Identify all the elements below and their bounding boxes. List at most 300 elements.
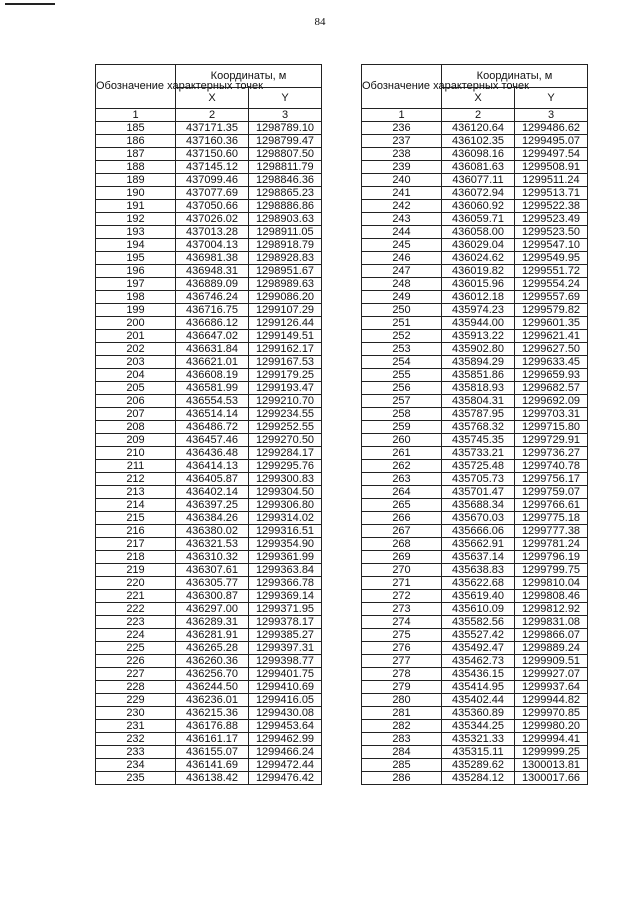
point-id-cell: 238	[362, 148, 442, 161]
point-id-cell: 250	[362, 304, 442, 317]
x-coordinate-cell: 436581.99	[176, 382, 249, 395]
table-row	[96, 759, 322, 772]
table-row	[362, 161, 588, 174]
x-coordinate-cell: 436024.62	[442, 252, 515, 265]
x-coordinate-cell: 436155.07	[176, 746, 249, 759]
x-coordinate-cell: 436514.14	[176, 408, 249, 421]
y-coordinate-cell: 1299401.75	[249, 668, 322, 681]
header-coordinates: Координаты, м	[176, 65, 322, 88]
table-row	[362, 642, 588, 655]
point-id-cell: 267	[362, 525, 442, 538]
table-row	[362, 616, 588, 629]
table-row	[96, 681, 322, 694]
y-coordinate-cell: 1299621.41	[515, 330, 588, 343]
table-row	[96, 577, 322, 590]
top-rule	[5, 3, 55, 5]
y-coordinate-cell: 1300013.81	[515, 759, 588, 772]
table-row	[362, 551, 588, 564]
point-id-cell: 214	[96, 499, 176, 512]
x-coordinate-cell: 436015.96	[442, 278, 515, 291]
x-coordinate-cell: 436948.31	[176, 265, 249, 278]
x-coordinate-cell: 437150.60	[176, 148, 249, 161]
table-row	[362, 278, 588, 291]
x-coordinate-cell: 435733.21	[442, 447, 515, 460]
point-id-cell: 213	[96, 486, 176, 499]
table-row	[362, 369, 588, 382]
table-row	[96, 642, 322, 655]
x-coordinate-cell: 436081.63	[442, 161, 515, 174]
x-coordinate-cell: 436486.72	[176, 421, 249, 434]
header-col-2: 2	[176, 109, 249, 122]
y-coordinate-cell: 1298918.79	[249, 239, 322, 252]
x-coordinate-cell: 436256.70	[176, 668, 249, 681]
y-coordinate-cell: 1298846.36	[249, 174, 322, 187]
x-coordinate-cell: 435902.80	[442, 343, 515, 356]
point-id-cell: 258	[362, 408, 442, 421]
point-id-cell: 228	[96, 681, 176, 694]
x-coordinate-cell: 436281.91	[176, 629, 249, 642]
point-id-cell: 199	[96, 304, 176, 317]
table-row	[362, 707, 588, 720]
y-coordinate-cell: 1299866.07	[515, 629, 588, 642]
x-coordinate-cell: 435360.89	[442, 707, 515, 720]
y-coordinate-cell: 1299551.72	[515, 265, 588, 278]
point-id-cell: 239	[362, 161, 442, 174]
point-id-cell: 216	[96, 525, 176, 538]
point-id-cell: 252	[362, 330, 442, 343]
point-id-cell: 274	[362, 616, 442, 629]
x-coordinate-cell: 437160.36	[176, 135, 249, 148]
table-row	[96, 187, 322, 200]
table-row	[362, 395, 588, 408]
x-coordinate-cell: 436161.17	[176, 733, 249, 746]
y-coordinate-cell: 1299270.50	[249, 434, 322, 447]
y-coordinate-cell: 1299397.31	[249, 642, 322, 655]
table-row	[96, 720, 322, 733]
y-coordinate-cell: 1299513.71	[515, 187, 588, 200]
y-coordinate-cell: 1299777.38	[515, 525, 588, 538]
point-id-cell: 242	[362, 200, 442, 213]
table-row	[96, 512, 322, 525]
y-coordinate-cell: 1299554.24	[515, 278, 588, 291]
x-coordinate-cell: 435818.93	[442, 382, 515, 395]
x-coordinate-cell: 435284.12	[442, 772, 515, 785]
y-coordinate-cell: 1299799.75	[515, 564, 588, 577]
x-coordinate-cell: 435688.34	[442, 499, 515, 512]
y-coordinate-cell: 1299179.25	[249, 369, 322, 382]
y-coordinate-cell: 1299601.35	[515, 317, 588, 330]
table-row	[96, 213, 322, 226]
x-coordinate-cell: 435527.42	[442, 629, 515, 642]
table-row	[362, 590, 588, 603]
y-coordinate-cell: 1299796.19	[515, 551, 588, 564]
y-coordinate-cell: 1299453.64	[249, 720, 322, 733]
y-coordinate-cell: 1299937.64	[515, 681, 588, 694]
y-coordinate-cell: 1298951.67	[249, 265, 322, 278]
x-coordinate-cell: 435289.62	[442, 759, 515, 772]
point-id-cell: 222	[96, 603, 176, 616]
x-coordinate-cell: 435315.11	[442, 746, 515, 759]
point-id-cell: 263	[362, 473, 442, 486]
y-coordinate-cell: 1299252.55	[249, 421, 322, 434]
table-row	[96, 382, 322, 395]
table-row	[362, 681, 588, 694]
y-coordinate-cell: 1299756.17	[515, 473, 588, 486]
y-coordinate-cell: 1299759.07	[515, 486, 588, 499]
header-col-3: 3	[515, 109, 588, 122]
y-coordinate-cell: 1300017.66	[515, 772, 588, 785]
point-id-cell: 219	[96, 564, 176, 577]
x-coordinate-cell: 436260.36	[176, 655, 249, 668]
point-id-cell: 225	[96, 642, 176, 655]
point-id-cell: 256	[362, 382, 442, 395]
y-coordinate-cell: 1298886.86	[249, 200, 322, 213]
table-row	[96, 369, 322, 382]
point-id-cell: 233	[96, 746, 176, 759]
table-row	[362, 538, 588, 551]
y-coordinate-cell: 1298911.05	[249, 226, 322, 239]
table-row	[362, 317, 588, 330]
y-coordinate-cell: 1299781.24	[515, 538, 588, 551]
table-row	[96, 733, 322, 746]
table-row	[96, 525, 322, 538]
x-coordinate-cell: 436608.19	[176, 369, 249, 382]
point-id-cell: 265	[362, 499, 442, 512]
point-id-cell: 282	[362, 720, 442, 733]
y-coordinate-cell: 1299162.17	[249, 343, 322, 356]
x-coordinate-cell: 436307.61	[176, 564, 249, 577]
y-coordinate-cell: 1299284.17	[249, 447, 322, 460]
coordinates-table-left	[95, 64, 322, 785]
header-y: Y	[515, 88, 588, 109]
header-designation: Обозначение характерных точек	[362, 65, 442, 109]
point-id-cell: 209	[96, 434, 176, 447]
point-id-cell: 194	[96, 239, 176, 252]
point-id-cell: 243	[362, 213, 442, 226]
x-coordinate-cell: 437077.69	[176, 187, 249, 200]
y-coordinate-cell: 1298989.63	[249, 278, 322, 291]
point-id-cell: 281	[362, 707, 442, 720]
point-id-cell: 254	[362, 356, 442, 369]
point-id-cell: 283	[362, 733, 442, 746]
point-id-cell: 280	[362, 694, 442, 707]
point-id-cell: 260	[362, 434, 442, 447]
x-coordinate-cell: 436236.01	[176, 694, 249, 707]
y-coordinate-cell: 1299909.51	[515, 655, 588, 668]
table-row	[96, 291, 322, 304]
point-id-cell: 255	[362, 369, 442, 382]
table-row	[96, 499, 322, 512]
x-coordinate-cell: 436436.48	[176, 447, 249, 460]
x-coordinate-cell: 436716.75	[176, 304, 249, 317]
x-coordinate-cell: 435436.15	[442, 668, 515, 681]
x-coordinate-cell: 435894.29	[442, 356, 515, 369]
table-row	[96, 655, 322, 668]
point-id-cell: 220	[96, 577, 176, 590]
y-coordinate-cell: 1299523.49	[515, 213, 588, 226]
point-id-cell: 186	[96, 135, 176, 148]
point-id-cell: 273	[362, 603, 442, 616]
table-row	[362, 265, 588, 278]
point-id-cell: 205	[96, 382, 176, 395]
point-id-cell: 201	[96, 330, 176, 343]
y-coordinate-cell: 1299999.25	[515, 746, 588, 759]
table-row	[96, 746, 322, 759]
table-row	[96, 356, 322, 369]
point-id-cell: 197	[96, 278, 176, 291]
x-coordinate-cell: 436457.46	[176, 434, 249, 447]
y-coordinate-cell: 1299167.53	[249, 356, 322, 369]
table-row	[96, 486, 322, 499]
table-row	[96, 174, 322, 187]
y-coordinate-cell: 1298903.63	[249, 213, 322, 226]
x-coordinate-cell: 436265.28	[176, 642, 249, 655]
y-coordinate-cell: 1299304.50	[249, 486, 322, 499]
y-coordinate-cell: 1299523.50	[515, 226, 588, 239]
point-id-cell: 241	[362, 187, 442, 200]
x-coordinate-cell: 436746.24	[176, 291, 249, 304]
y-coordinate-cell: 1299366.78	[249, 577, 322, 590]
point-id-cell: 272	[362, 590, 442, 603]
y-coordinate-cell: 1299511.24	[515, 174, 588, 187]
header-x: X	[442, 88, 515, 109]
table-row	[362, 603, 588, 616]
table-row	[96, 304, 322, 317]
point-id-cell: 224	[96, 629, 176, 642]
table-row	[362, 486, 588, 499]
table-row	[362, 174, 588, 187]
y-coordinate-cell: 1299369.14	[249, 590, 322, 603]
table-body-right	[362, 122, 588, 785]
table-row	[362, 733, 588, 746]
point-id-cell: 257	[362, 395, 442, 408]
x-coordinate-cell: 435414.95	[442, 681, 515, 694]
x-coordinate-cell: 435666.06	[442, 525, 515, 538]
table-row	[362, 460, 588, 473]
x-coordinate-cell: 436141.69	[176, 759, 249, 772]
x-coordinate-cell: 437004.13	[176, 239, 249, 252]
point-id-cell: 244	[362, 226, 442, 239]
table-row	[96, 330, 322, 343]
table-row	[96, 200, 322, 213]
point-id-cell: 259	[362, 421, 442, 434]
table-row	[96, 668, 322, 681]
point-id-cell: 200	[96, 317, 176, 330]
table-row	[362, 200, 588, 213]
point-id-cell: 206	[96, 395, 176, 408]
table-body-left	[96, 122, 322, 785]
x-coordinate-cell: 436176.88	[176, 720, 249, 733]
point-id-cell: 237	[362, 135, 442, 148]
table-row	[96, 343, 322, 356]
point-id-cell: 253	[362, 343, 442, 356]
y-coordinate-cell: 1299557.69	[515, 291, 588, 304]
x-coordinate-cell: 436102.35	[442, 135, 515, 148]
table-row	[362, 135, 588, 148]
y-coordinate-cell: 1299410.69	[249, 681, 322, 694]
x-coordinate-cell: 435701.47	[442, 486, 515, 499]
table-row	[96, 551, 322, 564]
table-row	[96, 265, 322, 278]
table-row	[96, 447, 322, 460]
table-row	[96, 538, 322, 551]
point-id-cell: 248	[362, 278, 442, 291]
table-row	[96, 707, 322, 720]
y-coordinate-cell: 1299149.51	[249, 330, 322, 343]
y-coordinate-cell: 1299775.18	[515, 512, 588, 525]
y-coordinate-cell: 1299703.31	[515, 408, 588, 421]
table-row	[362, 655, 588, 668]
table-row	[362, 187, 588, 200]
x-coordinate-cell: 437013.28	[176, 226, 249, 239]
y-coordinate-cell: 1299522.38	[515, 200, 588, 213]
point-id-cell: 196	[96, 265, 176, 278]
table-row	[96, 694, 322, 707]
header-col-1: 1	[96, 109, 176, 122]
point-id-cell: 208	[96, 421, 176, 434]
point-id-cell: 276	[362, 642, 442, 655]
x-coordinate-cell: 436029.04	[442, 239, 515, 252]
x-coordinate-cell: 435745.35	[442, 434, 515, 447]
y-coordinate-cell: 1299980.20	[515, 720, 588, 733]
table-row	[362, 239, 588, 252]
table-row	[362, 434, 588, 447]
table-row	[96, 252, 322, 265]
coordinates-table-right	[361, 64, 588, 785]
table-row	[96, 772, 322, 785]
table-row	[96, 590, 322, 603]
point-id-cell: 231	[96, 720, 176, 733]
x-coordinate-cell: 436060.92	[442, 200, 515, 213]
x-coordinate-cell: 436059.71	[442, 213, 515, 226]
y-coordinate-cell: 1298865.23	[249, 187, 322, 200]
point-id-cell: 279	[362, 681, 442, 694]
point-id-cell: 245	[362, 239, 442, 252]
x-coordinate-cell: 435637.14	[442, 551, 515, 564]
point-id-cell: 202	[96, 343, 176, 356]
table-row	[362, 525, 588, 538]
table-row	[362, 356, 588, 369]
point-id-cell: 218	[96, 551, 176, 564]
x-coordinate-cell: 435670.03	[442, 512, 515, 525]
point-id-cell: 246	[362, 252, 442, 265]
table-row	[362, 759, 588, 772]
point-id-cell: 262	[362, 460, 442, 473]
point-id-cell: 191	[96, 200, 176, 213]
y-coordinate-cell: 1298928.83	[249, 252, 322, 265]
point-id-cell: 198	[96, 291, 176, 304]
point-id-cell: 207	[96, 408, 176, 421]
y-coordinate-cell: 1299715.80	[515, 421, 588, 434]
point-id-cell: 278	[362, 668, 442, 681]
table-row	[96, 278, 322, 291]
point-id-cell: 223	[96, 616, 176, 629]
y-coordinate-cell: 1299927.07	[515, 668, 588, 681]
y-coordinate-cell: 1299831.08	[515, 616, 588, 629]
x-coordinate-cell: 436647.02	[176, 330, 249, 343]
table-row	[362, 226, 588, 239]
x-coordinate-cell: 436297.00	[176, 603, 249, 616]
point-id-cell: 212	[96, 473, 176, 486]
x-coordinate-cell: 435492.47	[442, 642, 515, 655]
table-row	[362, 122, 588, 135]
point-id-cell: 204	[96, 369, 176, 382]
table-row	[362, 668, 588, 681]
y-coordinate-cell: 1299682.57	[515, 382, 588, 395]
y-coordinate-cell: 1299385.27	[249, 629, 322, 642]
y-coordinate-cell: 1298799.47	[249, 135, 322, 148]
x-coordinate-cell: 435974.23	[442, 304, 515, 317]
table-row	[362, 408, 588, 421]
x-coordinate-cell: 435402.44	[442, 694, 515, 707]
table-row	[362, 382, 588, 395]
x-coordinate-cell: 436072.94	[442, 187, 515, 200]
x-coordinate-cell: 436305.77	[176, 577, 249, 590]
y-coordinate-cell: 1299486.62	[515, 122, 588, 135]
x-coordinate-cell: 437171.35	[176, 122, 249, 135]
table-row	[362, 304, 588, 317]
table-row	[362, 629, 588, 642]
point-id-cell: 240	[362, 174, 442, 187]
y-coordinate-cell: 1299497.54	[515, 148, 588, 161]
table-row	[96, 408, 322, 421]
table-row	[96, 122, 322, 135]
y-coordinate-cell: 1299476.42	[249, 772, 322, 785]
point-id-cell: 275	[362, 629, 442, 642]
x-coordinate-cell: 436019.82	[442, 265, 515, 278]
point-id-cell: 227	[96, 668, 176, 681]
y-coordinate-cell: 1299126.44	[249, 317, 322, 330]
table-row	[362, 694, 588, 707]
x-coordinate-cell: 435851.86	[442, 369, 515, 382]
point-id-cell: 266	[362, 512, 442, 525]
x-coordinate-cell: 435804.31	[442, 395, 515, 408]
table-row	[362, 447, 588, 460]
x-coordinate-cell: 436402.14	[176, 486, 249, 499]
table-row	[362, 720, 588, 733]
y-coordinate-cell: 1299659.93	[515, 369, 588, 382]
y-coordinate-cell: 1299462.99	[249, 733, 322, 746]
table-row	[96, 564, 322, 577]
table-row	[362, 772, 588, 785]
point-id-cell: 247	[362, 265, 442, 278]
y-coordinate-cell: 1299316.51	[249, 525, 322, 538]
table-row	[362, 252, 588, 265]
x-coordinate-cell: 436012.18	[442, 291, 515, 304]
y-coordinate-cell: 1299430.08	[249, 707, 322, 720]
x-coordinate-cell: 437050.66	[176, 200, 249, 213]
x-coordinate-cell: 435622.68	[442, 577, 515, 590]
table-row	[362, 564, 588, 577]
x-coordinate-cell: 435768.32	[442, 421, 515, 434]
header-designation: Обозначение характерных точек	[96, 65, 176, 109]
y-coordinate-cell: 1298811.79	[249, 161, 322, 174]
x-coordinate-cell: 435344.25	[442, 720, 515, 733]
y-coordinate-cell: 1299086.20	[249, 291, 322, 304]
x-coordinate-cell: 435321.33	[442, 733, 515, 746]
table-row	[96, 239, 322, 252]
table-row	[96, 460, 322, 473]
y-coordinate-cell: 1299736.27	[515, 447, 588, 460]
point-id-cell: 232	[96, 733, 176, 746]
y-coordinate-cell: 1299363.84	[249, 564, 322, 577]
x-coordinate-cell: 435944.00	[442, 317, 515, 330]
table-row	[96, 421, 322, 434]
x-coordinate-cell: 435705.73	[442, 473, 515, 486]
table-row	[362, 148, 588, 161]
y-coordinate-cell: 1299361.99	[249, 551, 322, 564]
header-x: X	[176, 88, 249, 109]
